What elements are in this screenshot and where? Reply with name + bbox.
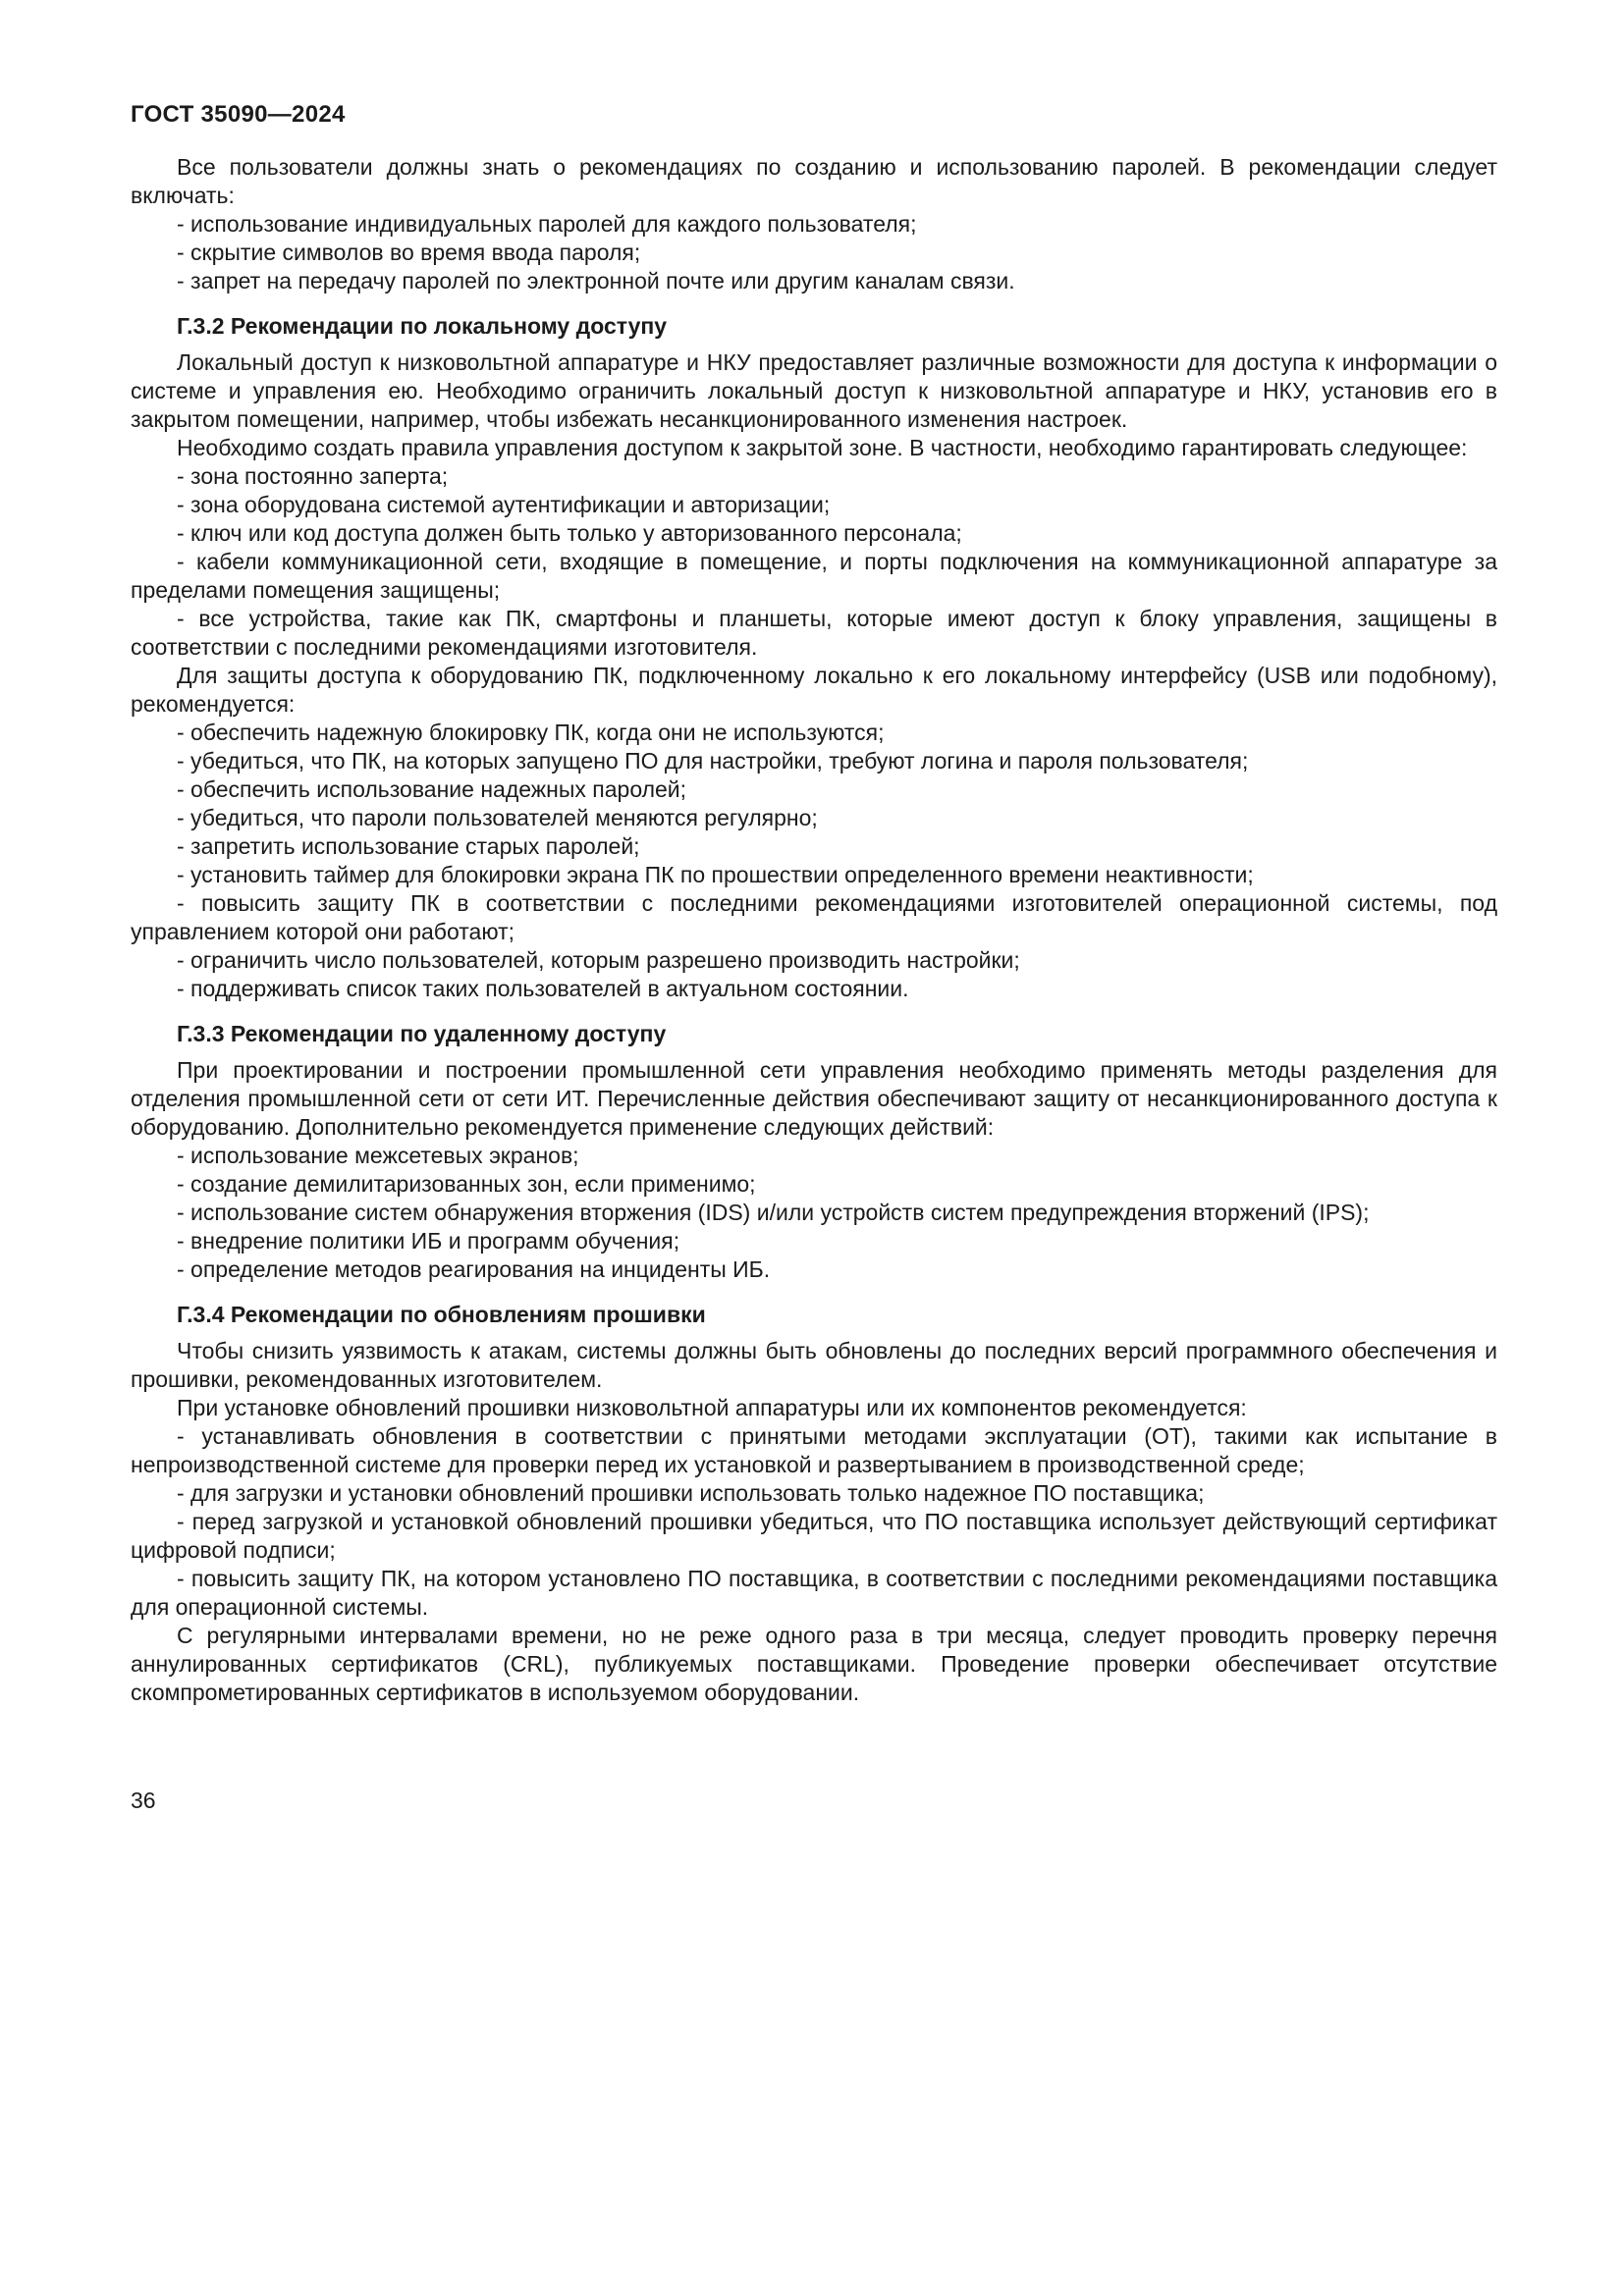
section-heading: Г.3.4 Рекомендации по обновлениям прошивки: [177, 1302, 706, 1327]
list-item: - внедрение политики ИБ и программ обучения;: [177, 1228, 680, 1254]
document-header: [131, 100, 346, 129]
list-item: - повысить защиту ПК, на котором установлено ПО поставщика, в соответствии с последними рекомендациями поставщика для операционной системы.: [131, 1566, 1497, 1620]
list-item: - запретить использование старых паролей;: [177, 833, 640, 859]
list-item: - создание демилитаризованных зон, если применимо;: [177, 1171, 756, 1197]
document-code: ГОСТ 35090—2024: [131, 101, 346, 128]
list-item: - все устройства, такие как ПК, смартфоны и планшеты, которые имеют доступ к блоку управления, защищены в соответствии с последними рекомендациями изготовителя.: [131, 606, 1497, 660]
section-heading: Г.3.3 Рекомендации по удаленному доступу: [177, 1021, 667, 1046]
section-heading: Г.3.2 Рекомендации по локальному доступу: [177, 313, 668, 339]
list-item: - устанавливать обновления в соответствии с принятыми методами эксплуатации (ОТ), такими как испытание в непроизводственной системе для проверки перед их установкой и развертыванием в производственной среде;: [131, 1423, 1497, 1477]
list-item: - установить таймер для блокировки экрана ПК по прошествии определенного времени неактивности;: [177, 862, 1254, 887]
list-item: - запрет на передачу паролей по электронной почте или другим каналам связи.: [177, 268, 1015, 294]
paragraph: С регулярными интервалами времени, но не реже одного раза в три месяца, следует проводить проверку перечня аннулированных сертификатов (CRL), публикуемых поставщиками. Проведение проверки обеспечивает отсутствие скомпрометированных сертификатов в используемом оборудовании.: [131, 1623, 1497, 1705]
paragraph: При проектировании и построении промышленной сети управления необходимо применять методы разделения для отделения промышленной сети от сети ИТ. Перечисленные действия обеспечивают защиту от несанкционированного доступа к оборудованию. Дополнительно рекомендуется применение следующих действий:: [131, 1057, 1497, 1140]
paragraph: Все пользователи должны знать о рекомендациях по созданию и использованию паролей. В рекомендации следует включать:: [131, 154, 1497, 208]
list-item: - перед загрузкой и установкой обновлений прошивки убедиться, что ПО поставщика использует действующий сертификат цифровой подписи;: [131, 1509, 1497, 1563]
list-item: - повысить защиту ПК в соответствии с последними рекомендациями изготовителей операционной системы, под управлением которой они работают;: [131, 890, 1497, 944]
list-item: - обеспечить использование надежных паролей;: [177, 776, 687, 802]
paragraph: Необходимо создать правила управления доступом к закрытой зоне. В частности, необходимо гарантировать следующее:: [177, 435, 1468, 460]
list-item: - использование межсетевых экранов;: [177, 1143, 579, 1168]
list-item: - скрытие символов во время ввода пароля;: [177, 240, 641, 265]
paragraph: Для защиты доступа к оборудованию ПК, подключенному локально к его локальному интерфейсу (USB или подобному), рекомендуется:: [131, 663, 1497, 717]
list-item: - использование систем обнаружения вторжения (IDS) и/или устройств систем предупреждения вторжений (IPS);: [177, 1200, 1370, 1225]
list-item: - ключ или код доступа должен быть только у авторизованного персонала;: [177, 520, 962, 546]
list-item: - ограничить число пользователей, которым разрешено производить настройки;: [177, 947, 1020, 973]
list-item: - зона оборудована системой аутентификации и авторизации;: [177, 492, 831, 517]
list-item: - определение методов реагирования на инциденты ИБ.: [177, 1256, 771, 1282]
list-item: - поддерживать список таких пользователей в актуальном состоянии.: [177, 976, 909, 1001]
document-body: [131, 153, 1497, 1707]
list-item: - убедиться, что пароли пользователей меняются регулярно;: [177, 805, 818, 830]
list-item: - кабели коммуникационной сети, входящие в помещение, и порты подключения на коммуникационной аппаратуре за пределами помещения защищены;: [131, 549, 1497, 603]
list-item: - зона постоянно заперта;: [177, 463, 449, 489]
paragraph: При установке обновлений прошивки низковольтной аппаратуры или их компонентов рекомендуется:: [177, 1395, 1247, 1420]
paragraph: Локальный доступ к низковольтной аппаратуре и НКУ предоставляет различные возможности для доступа к информации о системе и управления ею. Необходимо ограничить локальный доступ к низковольтной аппаратуре и НКУ, установив его в закрытом помещении, например, чтобы избежать несанкционированного изменения настроек.: [131, 349, 1497, 432]
document-footer: [131, 1787, 156, 1815]
list-item: - убедиться, что ПК, на которых запущено ПО для настройки, требуют логина и пароля пользователя;: [177, 748, 1249, 774]
paragraph: Чтобы снизить уязвимость к атакам, системы должны быть обновлены до последних версий программного обеспечения и прошивки, рекомендованных изготовителем.: [131, 1338, 1497, 1392]
list-item: - для загрузки и установки обновлений прошивки использовать только надежное ПО поставщика;: [177, 1480, 1205, 1506]
list-item: - использование индивидуальных паролей для каждого пользователя;: [177, 211, 917, 237]
list-item: - обеспечить надежную блокировку ПК, когда они не используются;: [177, 720, 885, 745]
page-number: 36: [131, 1788, 156, 1813]
